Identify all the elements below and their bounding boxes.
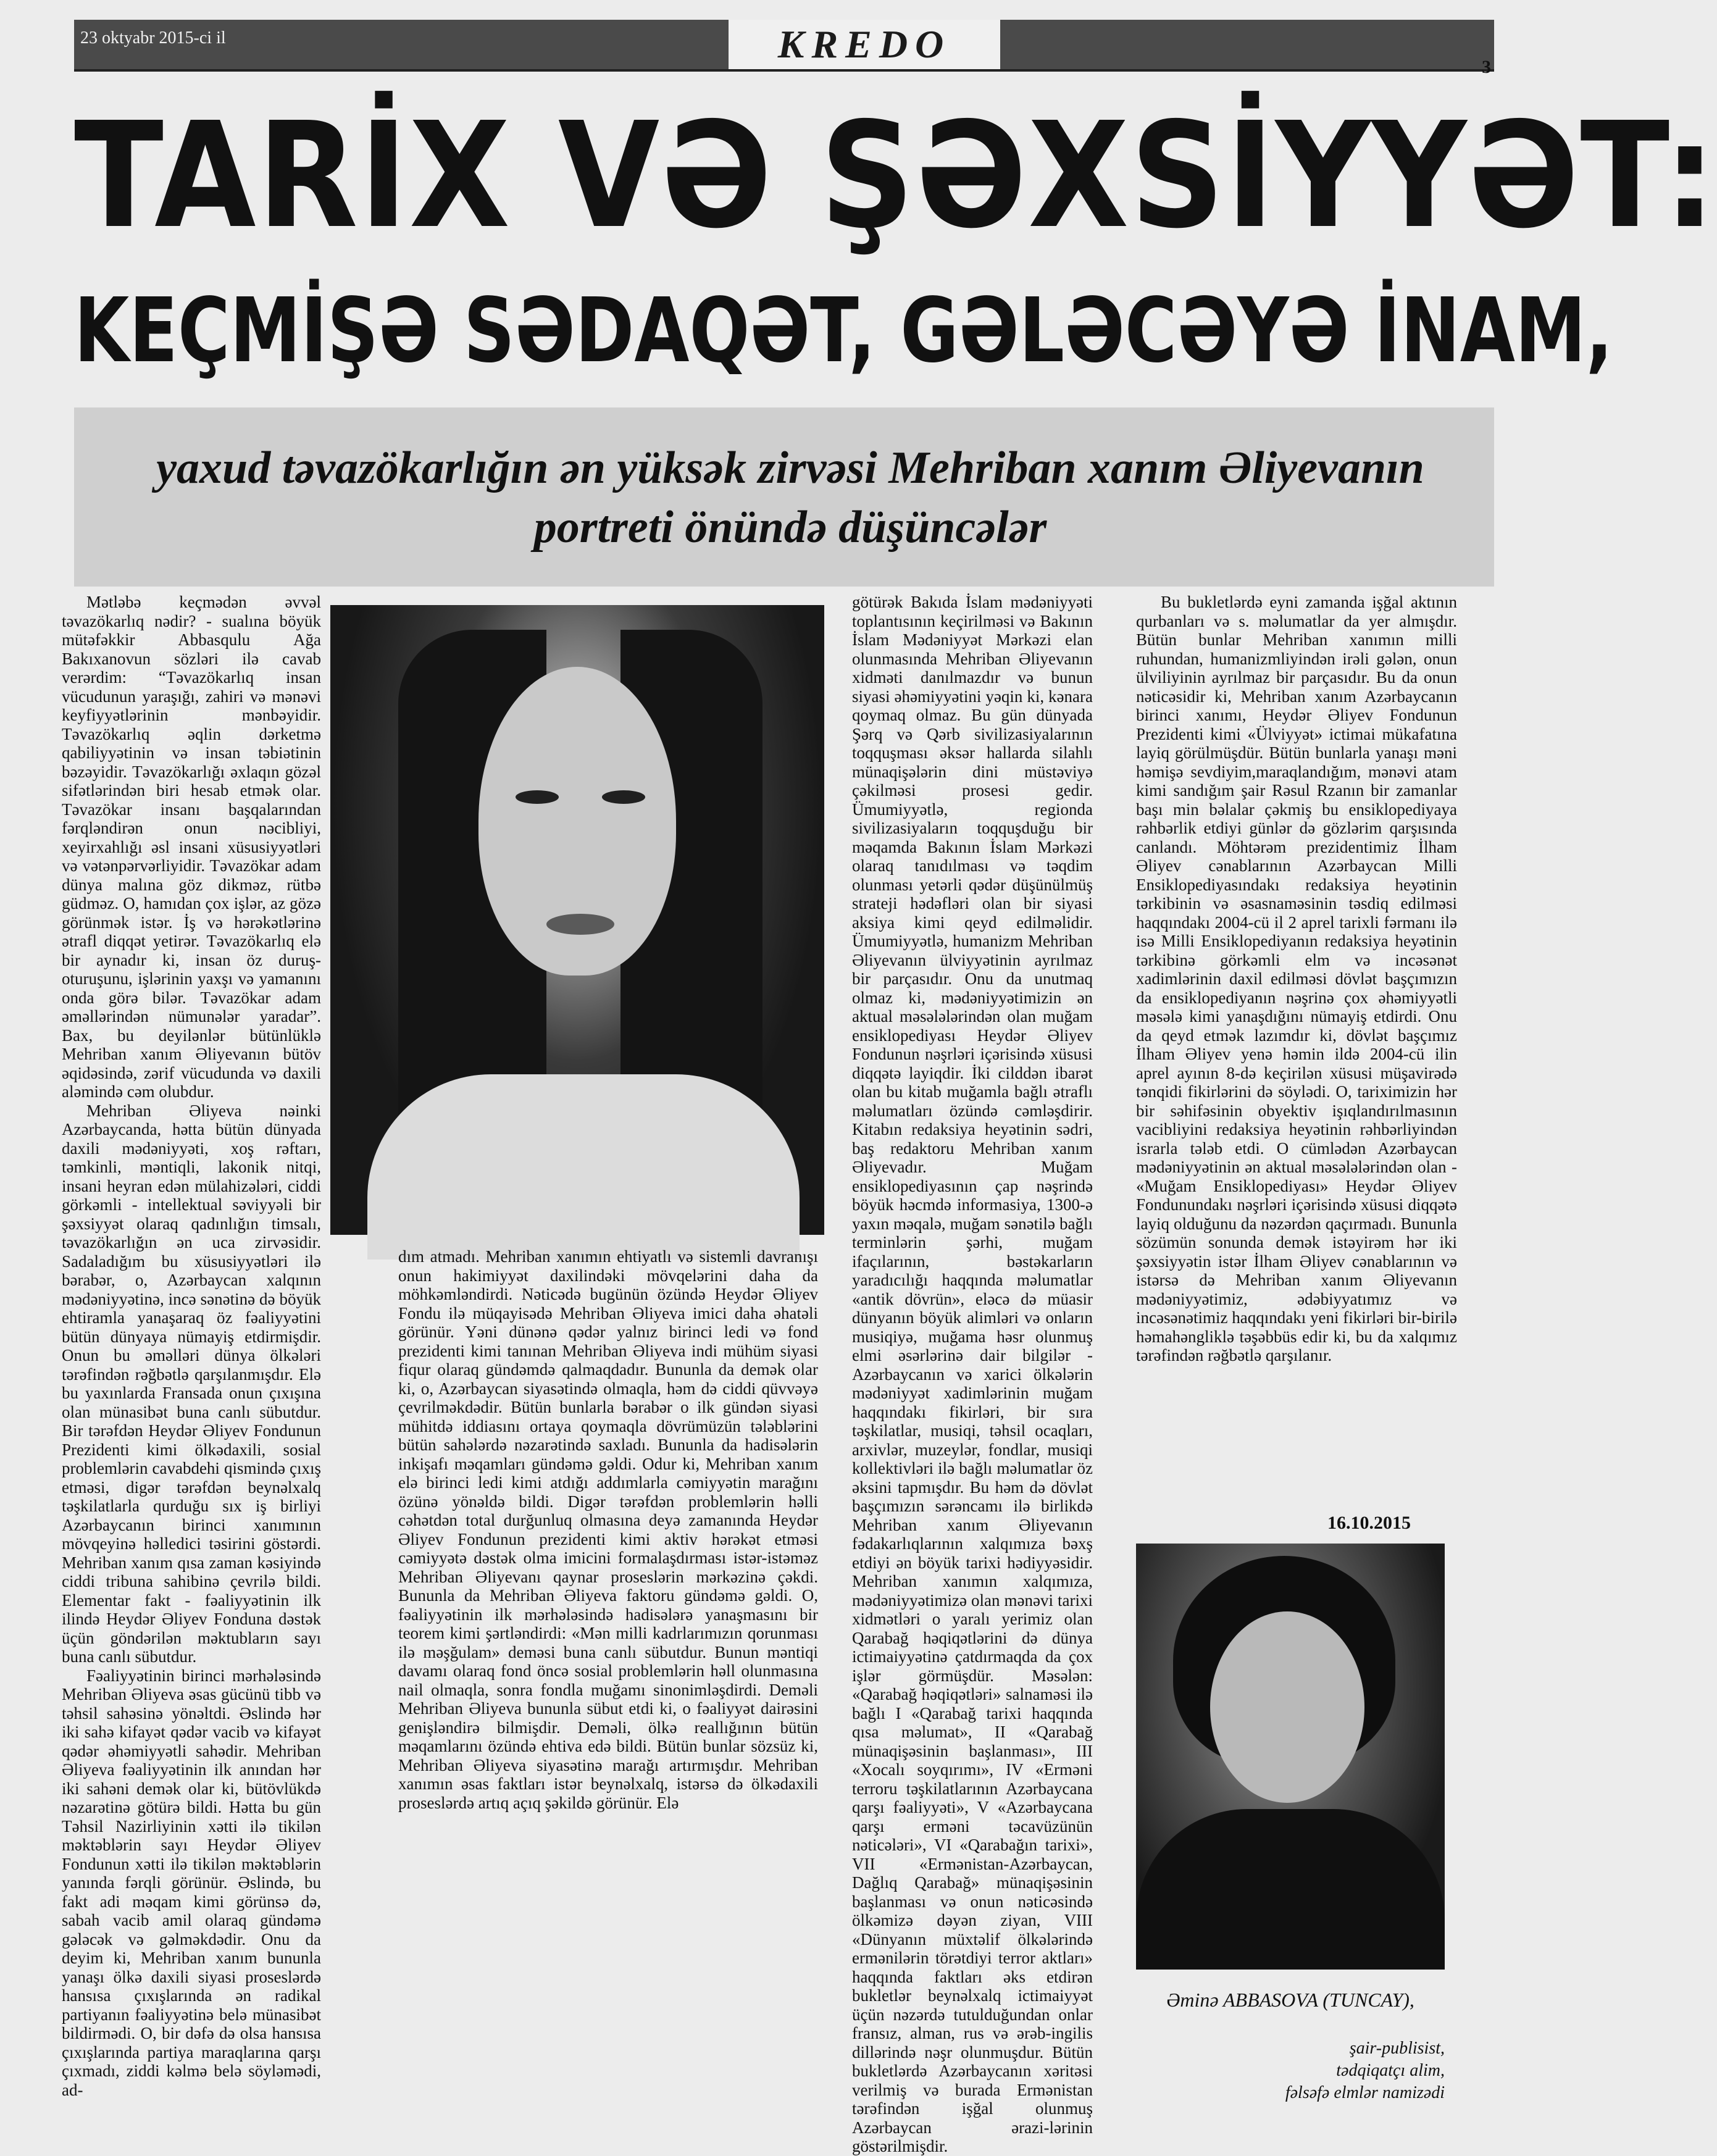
author-photo <box>1136 1544 1445 1957</box>
page-number: 3 <box>1482 57 1491 77</box>
paragraph: dım atmadı. Mehriban xanımın ehtiyatlı və sistemli davranışı onun hakimiyyət daxilindəki mövqelərini daha da möhkəmləndirdi. Nəticədə bugünün özündə Heydər Əliyev Fondu ilə müqayisədə Mehriban Əliyeva imici daha əhatəli görünür. Yəni dünənə qədər yalnız birinci ledi və fond prezidenti kimi tanınan Mehriban Əliyeva indi mühüm siyasi fiqur olaraq gündəmdə qalmaqdadır. Bununla da demək olar ki, o, Azərbaycan siyasətində olmaqla, həm də ciddi qüvvəyə çevrilməkdədir. Bütün bunlarla bərabər o ilk gündən siyasi mühitdə iddiasını ortaya qoymaqla dövrümüzün tələblərini bütün sahələrdə nəzarətində saxladı. Bununla da hadisələrin inkişafı məqamları gündəmə gəldi. Odur ki, Mehriban xanım elə birinci ledi kimi atdığı addımlarla cəmiyyətin marağını özünə yönəldə bildi. Digər tərəfdən problemlərin həlli cəhətdən total durğunluq olmasına deyə zamanında Heydər Əliyev Fondunun prezidenti kimi aktiv hərəkət etməsi cəmiyyətə dəstək olma imicini formalaşdırması istər-istəməz Mehriban Əliyevanı qaynar proseslərin mərkəzinə çəkdi. Bununla da Mehriban Əliyeva faktoru gündəmə gəldi. O, fəaliyyətinin ilk mərhələsində hadisələrə yanaşmasını bir teorem kimi şərtləndirdi: «Mən milli kadrlarımızın qorunması ilə məşğulam» deməsi buna canlı sübutdur. Bunun məntiqi davamı olaraq fond öncə sosial problemlərin həll olunmasına nail olmaqla, sonra fondla muğamı sinonimləşdirdi. Deməli Mehriban Əliyeva bununla sübut etdi ki, o fəaliyyət dairəsini genişləndirə bilmişdir. Deməli, ölkə reallığının bütün məqamlarını özündə ehtiva edə bildi. Bütün bunlar sözsüz ki, Mehriban Əliyeva siyasətinə marağı artırmışdır. Mehriban xanımın əsas faktları istər beynəlxalq, istərsə də ölkədaxili proseslərdə artıq açıq şəkildə görünür. Elə <box>398 1247 818 1812</box>
issue-date: 23 oktyabr 2015-ci il <box>80 28 226 48</box>
masthead <box>74 20 1494 72</box>
subtitle: yaxud təvazökarlığın ən yüksək zirvəsi Mehriban xanım Əliyevanın portreti önündə düşüncələr <box>156 443 1424 553</box>
article-column-2 <box>398 1247 818 2124</box>
article-column-1 <box>62 593 321 2124</box>
subtitle-box <box>74 407 1494 587</box>
author-roles <box>1136 2037 1445 2104</box>
paragraph: Mətləbə keçmədən əvvəl təvazökarlıq nədir? - sualına böyük mütəfəkkir Abbasqulu Ağa Bakıxanovun sözləri ilə cavab verərdim: “Təvazökarlıq insan vücudunun yaraşığı, zahiri və mənəvi keyfiyyətlərinin mənbəyidir. Təvazökarlıq əqlin dərketmə qabiliyyətinin və insan təbiətinin bəzəyidir. Təvazökarlığı əxlaqın gözəl sifətlərindən biri hesab etmək olar. Təvazökar insanı başqalarından fərqləndirən onun nəcibliyi, xeyirxahlığı əsl insani xüsusiyyətləri və vətənpərvərliyidir. Təvazökar adam dünya malına göz dikməz, rütbə güdməz. O, hamıdan çox işlər, az gözə görünmək istər. İş və hərəkətlərinə ətrafl diqqət yetirər. Təvazökarlıq elə bir aynadır ki, insan öz duruş-oturuşunu, işlərinin yaxşı və yamanını onda görə bilər. Təvazökar adam əməllərindən nümunələr yaradar”. Bax, bu deyilənlər bütünlüklə Mehriban xanım Əliyevanın bütöv əqidəsində, zərif vücudunda və daxili aləmində cəm olubdur. <box>62 593 321 1101</box>
paragraph: Mehriban Əliyeva nəinki Azərbaycanda, hətta bütün dünyada daxili mədəniyyəti, xoş rəftarı, təmkinli, məntiqli, lakonik nitqi, insani heyran edən mülahizələri, ciddi görkəmli - intellektual səviyyəli bir şəxsiyyət olaraq qadınlığın timsalı, təvazökarlığın ən uca zirvəsidir. Sadaladığım bu xüsusiyyətləri ilə bərabər, o, Azərbaycan xalqının mədəniyyətinə, incə sənətinə də böyük ehtiramla yanaşaraq öz fəaliyyətini bütün dünyaya nümayiş etdirmişdir. Onun bu əməlləri dünya ölkələri tərəfindən rəğbətlə qarşılanmışdır. Elə bu yaxınlarda Fransada onun çıxışına olan münasibət buna canlı sübutdur. Bir tərəfdən Heydər Əliyev Fondunun Prezidenti kimi ölkədaxili, sosial problemlərin cavabdehi qismində çıxış etməsi, digər tərəfdən beynəlxalq təşkilatlarla qurduğu sıx iş birliyi Azərbaycanın birinci xanımının mövqeyinə həlledici təsirini göstərdi. Mehriban xanım qısa zaman kəsiyində ciddi tribuna sahibinə çevrilə bildi. Elementar fakt - fəaliyyətinin ilk ilində Heydər Əliyev Fonduna dəstək üçün göndərilən məktubların sayı buna canlı sübutdur. <box>62 1101 321 1666</box>
author-role-line: şair-publisist, <box>1349 2039 1445 2058</box>
author-name: Əminə ABBASOVA (TUNCAY), <box>1166 1989 1414 2011</box>
paragraph: götürək Bakıda İslam mədəniyyəti toplantısının keçirilməsi və Bakının İslam Mədəniyyət Mərkəzi elan olunmasında Mehriban Əliyevanın xidməti danılmazdır və bunun siyasi əhəmiyyətini yəqin ki, kənara qoymaq olmaz. Bu gün dünyada Şərq və Qərb sivilizasiyalarının toqquşması əksər hallarda silahlı münaqişələrin dini müstəviyə çəkilməsi prosesi gedir. Ümumiyyətlə, regionda sivilizasiyaların toqquşduğu bir məqamda Bakının İslam Mərkəzi olaraq tanıdılması və təqdim olunması yetərli qədər düşünülmüş strateji hədəfləri olan bir siyasi aksiya kimi qeyd edilməlidir. Ümumiyyətlə, humanizm Mehriban Əliyevanın ülviyyətinin ayrılmaz bir parçasıdır. Onu da unutmaq olmaz ki, mədəniyyətimizin ən aktual məsələlərindən olan muğam ensiklopediyası Heydər Əliyev Fondunun nəşrləri içərisində xüsusi diqqətə layiqdir. İki cilddən ibarət olan bu kitab muğamla bağlı ətraflı məlumatları özündə cəmləşdirir. Kitabın redaksiya heyətinin sədri, baş redaktoru Mehriban xanım Əliyevadır. Muğam ensiklopediyasının çap nəşrində böyük həcmdə informasiya, 1300-ə yaxın məqalə, muğam sənətilə bağlı terminlərin şərhi, muğam ifaçılarının, bəstəkarların yaradıcılığı haqqında məlumatlar «antik dövrün», eləcə də müasir dünyanın böyük alimləri və onların musiqiyə, muğama həsr olunmuş elmi əsərlərinə dair bilgilər - Azərbaycanın və xarici ölkələrin mədəniyyət xadimlərinin muğam haqqındakı fikirləri, bir sıra təşkilatlar, musiqi, təhsil ocaqları, arxivlər, muzeylər, fondlar, musiqi kollektivləri ilə bağlı məlumatlar öz əksini tapmışdır. Bu həm də dövlət başçımızın sərəncamı ilə birlikdə Mehriban xanım Əliyevanın fədakarlıqlarının xalqımıza bəxş etdiyi ən böyük tarixi hədiyyəsidir. Mehriban xanımın xalqımıza, mədəniyyətimizə olan mənəvi tarixi xidmətləri o yaralı yerimiz olan Qarabağ həqiqətlərini də dünya ictimaiyyətinə çatdırmaqda da çox işlər görmüşdür. Məsələn: «Qarabağ həqiqətləri» salnaməsi ilə bağlı I «Qarabağ tarixi haqqında qısa məlumat», II «Qarabağ münaqişəsinin başlanması», III «Xocalı soyqırımı», IV «Erməni terroru təşkilatlarının Azərbaycana qarşı fəaliyyəti», V «Azərbaycana qarşı erməni təcavüzünün nəticələri», VI «Qarabağın tarixi», VII «Ermənistan-Azərbaycan, Dağlıq Qarabağ» münaqişəsinin başlanması və onun nəticəsində ölkəmizə dəyən ziyan, VIII «Dünyanın müxtəlif ölkələrində ermənilərin törətdiyi terror aktları» haqqında faktları əks etdirən bukletlər beynəlxalq ictimaiyyət üçün nəzərdə tutulduğundan onlar fransız, alman, rus və ərəb-ingilis dillərində nəşr olunmuşdur. Bütün bukletlərdə Azərbaycanın xəritəsi verilmiş və burada Ermənistan tərəfindən işğal olunmuş Azərbaycan ərazi-lərinin göstərilmişdir. <box>852 593 1093 2155</box>
paragraph: Fəaliyyətinin birinci mərhələsində Mehriban Əliyeva əsas gücünü tibb və təhsil sahəsinə yönəltdi. Əslində hər iki sahə kifayət qədər vacib və kifayət qədər əhəmiyyətli sahədir. Mehriban Əliyeva fəaliyyətinin ilk anından hər iki sahəni demək olar ki, bütövlükdə nəzarətinə götürə bildi. Hətta bu gün Təhsil Nazirliyinin xətti ilə tikilən məktəblərin sayı Heydər Əliyev Fondunun xətti ilə tikilən məktəblərin yanında fərqli görünür. Əslində, bu fakt adi məqam kimi görünsə də, sabah vacib amil olaraq gündəmə gələcək və gəlməkdədir. Onu da deyim ki, Mehriban xanım bununla yanaşı ölkə daxili siyasi proseslərdə hansısa çıxışlarında ən radikal partiyanın fəaliyyətinə belə münasibət bildirmədi. O, bir dəfə də olsa hansısa çıxışlarında partiya maraqlarına qarşı çıxmadı, ziddi kəlmə belə söyləmədi, ad- <box>62 1666 321 2099</box>
portrait-photo <box>330 605 824 1235</box>
article-column-4 <box>1136 593 1457 1506</box>
author-role-line: tədqiqatçı alim, <box>1336 2061 1445 2080</box>
paragraph: Bu bukletlərdə eyni zamanda işğal aktının qurbanları və s. məlumatlar da yer almışdır. Bütün bunlar Mehriban xanımın milli ruhundan, humanizmliyindən irəli gələn, onun ülviliyinin ayrılmaz bir parçasıdır. Bu da onun nəticəsidir ki, Mehriban xanım Azərbaycanın birinci xanımı, Heydər Əliyev Fondunun Prezidenti kimi «Ülviyyət» ictimai mükafatına layiq görülmüşdür. Bütün bunlarla yanaşı məni həmişə sevdiyim,maraqlandığım, mənəvi atam kimi sandığım şair Rəsul Rzanın bir zamanlar başı min bəlalar çəkmiş bu ensiklopediyaya rəhbərlik etdiyi günlər də gözlərim qarşısında canlandı. Möhtərəm prezidentimiz İlham Əliyev cənablarının Azərbaycan Milli Ensiklopediyasındakı redaksiya heyətinin tərkibinin və əsasnaməsinin təsdiq edilməsi haqqındakı 2004-cü il 2 aprel tarixli fərmanı ilə isə Milli Ensiklopediyanın redaksiya heyətinin tərkibinə görkəmli elm və incəsənət xadimlərinin daxil edilməsi dövlət başçımızın da ensiklopediyanın nəşrinə çox əhəmiyyətli məsələ kimi yanaşdığını nümayiş etdirdi. Onu da qeyd etmək lazımdır ki, dövlət başçımız İlham Əliyev yenə həmin ildə 2004-cü ilin aprel ayının 8-də keçirilən xüsusi müşavirədə tənqidi fikirlərini də söylədi. O, tariximizin hər bir səhifəsinin obyektiv işıqlandırılmasının vacibliyini redaksiya heyətinin rəhbərliyindən israrla tələb etdi. O cümlədən Azərbaycan mədəniyyətinin ən aktual məsələlərindən olan - «Muğam Ensiklopediyası» Heydər Əliyev Fondunundakı nəşrləri içərisində xüsusi diqqətə layiq olduğunu da nəzərdən qaçırmadı. Bununla sözümün sonunda demək istəyirəm hər iki şəxsiyyətin istər İlham Əliyev cənablarının və istərsə də Mehriban xanım Əliyevanın mədəniyyətimiz, ədəbiyyatımız və incəsənətimiz haqqındakı yeni fikirləri bir-birilə həmahəngliklə təşəbbüs edir ki, bu da xalqımız tərəfindən rəğbətlə qarşılanır. <box>1136 593 1457 1364</box>
author-role-line: fəlsəfə elmlər namizədi <box>1285 2083 1445 2102</box>
newspaper-name: KREDO <box>729 20 1000 69</box>
article-date: 16.10.2015 <box>1327 1513 1411 1533</box>
headline-second: KEÇMİŞƏ SƏDAQƏT, GƏLƏCƏYƏ İNAM, <box>74 278 1613 382</box>
article-column-3 <box>852 593 1093 2155</box>
headline-main: TARİX VƏ ŞƏXSİYYƏT: <box>74 91 1717 261</box>
